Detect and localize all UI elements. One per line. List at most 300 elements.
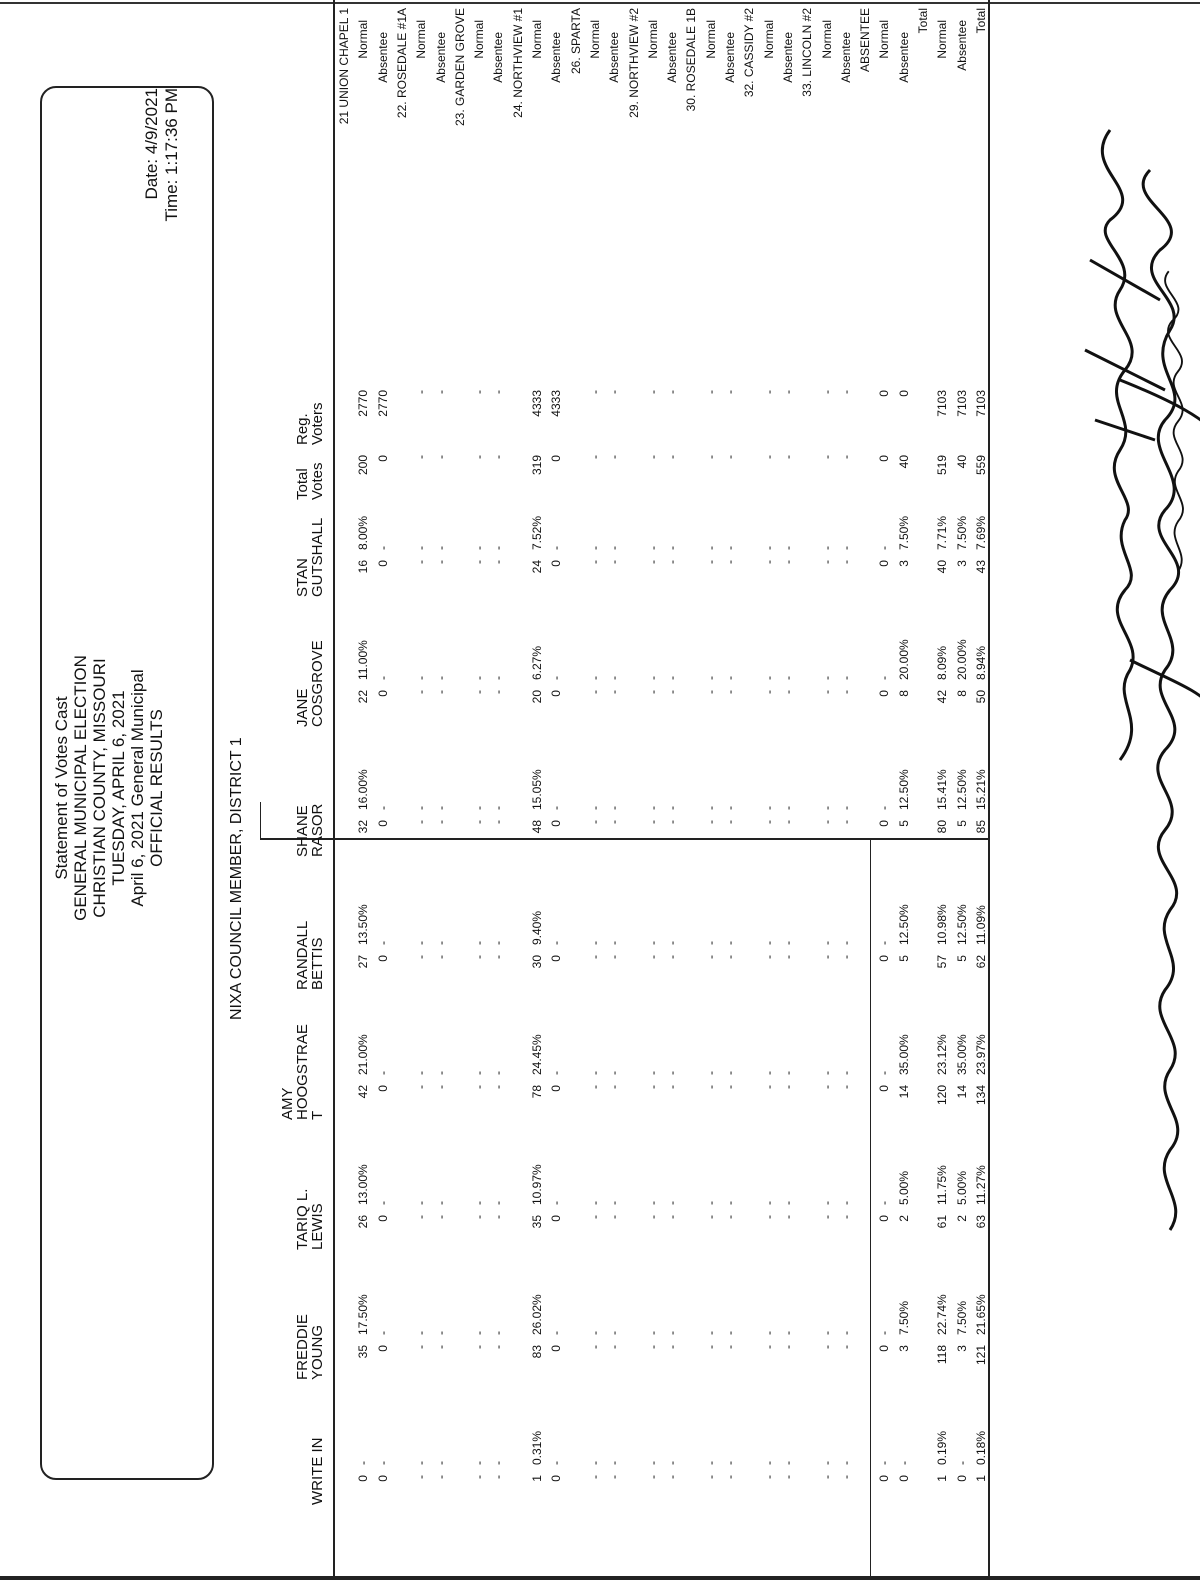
vote-count-cell: - <box>723 955 737 959</box>
vote-percent-cell: - <box>433 1201 448 1205</box>
vote-percent-cell: - <box>645 941 660 945</box>
table-row <box>878 0 891 1580</box>
vote-count-cell: 83 <box>530 1345 544 1359</box>
precinct-label: Absentee <box>433 32 448 83</box>
precinct-label: 30. ROSEDALE 1B <box>684 8 699 112</box>
precinct-label: Normal <box>414 20 429 59</box>
vote-count-cell: - <box>780 955 795 959</box>
vote-percent-cell: - <box>645 806 660 810</box>
precinct-label: 24. NORTHVIEW #1 <box>510 8 525 118</box>
vote-count-cell: - <box>838 820 853 824</box>
vote-count-cell: - <box>665 820 680 824</box>
vote-count-cell: - <box>761 955 776 959</box>
precinct-label: 29. NORTHVIEW #2 <box>626 8 641 118</box>
reg-voters-cell: - <box>607 390 622 394</box>
vote-count-cell: - <box>819 560 834 564</box>
vote-percent-cell: 21.00% <box>356 1034 371 1075</box>
vote-count-cell: - <box>703 1085 718 1089</box>
vote-percent-cell: 5.00% <box>954 1170 969 1205</box>
vote-count-cell: 0 <box>549 1085 564 1092</box>
vote-count-cell: - <box>819 955 834 959</box>
vote-count-cell: 40 <box>935 560 950 574</box>
vote-percent-cell: - <box>703 1331 718 1335</box>
vote-percent-cell: - <box>665 806 680 810</box>
vote-percent-cell: - <box>491 1071 506 1075</box>
candidate-header-hoogstraet: AMY HOOGSTRAE T <box>279 1024 326 1120</box>
vote-percent-cell: - <box>375 1461 390 1465</box>
reg-voters-cell: 2770 <box>356 390 371 417</box>
vote-percent-cell: - <box>723 941 737 945</box>
vote-percent-cell: - <box>645 1331 660 1335</box>
table-row <box>608 0 621 1580</box>
vote-count-cell: - <box>838 690 853 694</box>
vote-percent-cell: - <box>375 546 390 550</box>
title-line: Statement of Votes Cast <box>52 696 71 880</box>
vote-count-cell: 0 <box>549 1475 564 1482</box>
vote-percent-cell: 0.19% <box>935 1430 950 1465</box>
vote-percent-cell: - <box>665 676 680 680</box>
reg-voters-cell: 0 <box>877 390 892 397</box>
vote-count-cell: - <box>819 1475 834 1479</box>
vote-percent-cell: - <box>414 676 429 680</box>
total-votes-cell: - <box>665 455 680 459</box>
vote-percent-cell: - <box>838 1331 853 1335</box>
vote-percent-cell: 0.31% <box>530 1430 544 1465</box>
vote-percent-cell: - <box>491 941 506 945</box>
vote-count-cell: 0 <box>375 1085 390 1092</box>
vote-percent-cell: 11.75% <box>935 1165 950 1205</box>
total-votes-cell: - <box>433 455 448 459</box>
vote-count-cell: - <box>761 690 776 694</box>
vote-count-cell: - <box>645 560 660 564</box>
vote-count-cell: 3 <box>954 1345 969 1352</box>
vote-percent-cell: - <box>375 941 390 945</box>
vote-count-cell: 0 <box>549 1215 564 1222</box>
vote-count-cell: - <box>703 955 718 959</box>
vote-count-cell: - <box>665 690 680 694</box>
vote-count-cell: 48 <box>530 820 544 834</box>
table-row <box>859 0 872 1580</box>
report-title-block <box>52 568 166 1008</box>
vote-percent-cell: - <box>433 1331 448 1335</box>
vote-percent-cell: 0.18% <box>973 1430 988 1465</box>
vote-count-cell: - <box>491 560 506 564</box>
vote-percent-cell: - <box>549 941 564 945</box>
vote-percent-cell: 8.00% <box>356 515 371 550</box>
vote-count-cell: - <box>491 690 506 694</box>
vote-percent-cell: - <box>549 546 564 550</box>
vote-percent-cell: - <box>414 1461 429 1465</box>
table-row <box>685 0 698 1580</box>
vote-count-cell: - <box>472 560 487 564</box>
table-row <box>724 0 737 1580</box>
vote-percent-cell: - <box>723 1461 737 1465</box>
vote-percent-cell: - <box>780 1201 795 1205</box>
vote-percent-cell: 8.09% <box>935 645 950 680</box>
vote-count-cell: - <box>472 1215 487 1219</box>
vote-percent-cell: - <box>491 1461 506 1465</box>
vote-percent-cell: 15.41% <box>935 769 950 810</box>
total-votes-cell: - <box>645 455 660 459</box>
vote-count-cell: - <box>607 1345 622 1349</box>
vote-count-cell: 5 <box>896 955 911 962</box>
vote-percent-cell: - <box>375 806 390 810</box>
table-row <box>492 0 505 1580</box>
precinct-label: Absentee <box>954 20 969 71</box>
vote-count-cell: - <box>433 955 448 959</box>
vote-count-cell: - <box>414 955 429 959</box>
vote-percent-cell: 23.97% <box>973 1034 988 1075</box>
vote-count-cell: 43 <box>973 560 988 574</box>
vote-count-cell: - <box>414 1085 429 1089</box>
vote-count-cell: - <box>587 1345 602 1349</box>
vote-count-cell: - <box>703 1215 718 1219</box>
table-row <box>550 0 563 1580</box>
reg-voters-cell: - <box>491 390 506 394</box>
vote-count-cell: - <box>433 1085 448 1089</box>
vote-count-cell: - <box>491 1085 506 1089</box>
total-votes-cell: - <box>414 455 429 459</box>
vote-percent-cell: 22.74% <box>935 1294 950 1335</box>
vote-count-cell: 5 <box>954 820 969 827</box>
vote-percent-cell: - <box>414 941 429 945</box>
precinct-label: Normal <box>935 20 950 59</box>
vote-percent-cell: - <box>472 1331 487 1335</box>
vote-percent-cell: 21.65% <box>973 1294 988 1335</box>
reg-voters-cell: 0 <box>896 390 911 397</box>
vote-count-cell: 63 <box>973 1215 988 1229</box>
vote-count-cell: - <box>780 1475 795 1479</box>
vote-count-cell: - <box>723 1345 737 1349</box>
vote-count-cell: - <box>665 1475 680 1479</box>
vote-count-cell: - <box>838 955 853 959</box>
vote-count-cell: 0 <box>549 690 564 697</box>
reg-voters-cell: 7103 <box>954 390 969 417</box>
vote-percent-cell: 8.94% <box>973 645 988 680</box>
precinct-label: Normal <box>472 20 487 59</box>
vote-count-cell: 0 <box>375 560 390 567</box>
precinct-label: 21 UNION CHAPEL 1 <box>337 8 351 125</box>
table-row <box>705 0 718 1580</box>
reg-voters-cell: - <box>703 390 718 394</box>
vote-count-cell: - <box>491 1475 506 1479</box>
report-timestamp <box>142 88 182 288</box>
vote-count-cell: - <box>665 560 680 564</box>
vote-percent-cell: - <box>819 1331 834 1335</box>
vote-percent-cell: - <box>877 941 892 945</box>
vote-percent-cell: - <box>587 1461 602 1465</box>
vote-count-cell: - <box>433 1215 448 1219</box>
vote-count-cell: - <box>414 1475 429 1479</box>
vote-percent-cell: - <box>375 676 390 680</box>
vote-count-cell: 42 <box>356 1085 371 1099</box>
vote-percent-cell: - <box>703 1071 718 1075</box>
vote-count-cell: - <box>491 955 506 959</box>
vote-percent-cell: 6.27% <box>530 645 544 680</box>
table-row <box>435 0 448 1580</box>
vote-percent-cell: - <box>819 806 834 810</box>
table-row <box>512 0 525 1580</box>
precinct-label: Normal <box>645 20 660 59</box>
vote-count-cell: 1 <box>530 1475 544 1482</box>
vote-percent-cell: - <box>472 546 487 550</box>
vote-count-cell: - <box>472 1345 487 1349</box>
precinct-label: 33. LINCOLN #2 <box>800 8 815 97</box>
vote-count-cell: 0 <box>549 560 564 567</box>
vote-count-cell: - <box>838 1215 853 1219</box>
vote-count-cell: - <box>414 1215 429 1219</box>
table-top-rule <box>333 0 335 1580</box>
table-row <box>743 0 756 1580</box>
vote-percent-cell: 7.69% <box>973 515 988 550</box>
vote-count-cell: - <box>723 820 737 824</box>
reg-voters-cell: - <box>665 390 680 394</box>
vote-count-cell: 3 <box>896 1345 911 1352</box>
vote-percent-cell: 7.50% <box>954 515 969 550</box>
report-date: Date: 4/9/2021 <box>142 88 161 200</box>
vote-percent-cell: - <box>375 1331 390 1335</box>
vote-percent-cell: - <box>587 1331 602 1335</box>
vote-percent-cell: - <box>761 546 776 550</box>
vote-count-cell: 0 <box>549 1345 564 1352</box>
vote-percent-cell: 13.50% <box>356 904 371 945</box>
vote-percent-cell: - <box>819 1461 834 1465</box>
vote-percent-cell: - <box>645 676 660 680</box>
vote-percent-cell: - <box>375 1201 390 1205</box>
vote-percent-cell: - <box>645 1201 660 1205</box>
vote-percent-cell: - <box>761 1461 776 1465</box>
vote-percent-cell: - <box>587 806 602 810</box>
vote-percent-cell: - <box>838 1201 853 1205</box>
vote-count-cell: 8 <box>954 690 969 697</box>
vote-percent-cell: - <box>472 676 487 680</box>
vote-percent-cell: - <box>703 676 718 680</box>
reg-voters-cell: 2770 <box>375 390 390 417</box>
vote-percent-cell: - <box>703 806 718 810</box>
precinct-label: Absentee <box>607 32 622 83</box>
vote-percent-cell: - <box>780 941 795 945</box>
vote-percent-cell: - <box>587 1201 602 1205</box>
vote-count-cell: - <box>433 560 448 564</box>
race-title: NIXA COUNCIL MEMBER, DISTRICT 1 <box>228 737 245 1020</box>
reg-voters-cell: - <box>472 390 487 394</box>
vote-percent-cell: - <box>549 1071 564 1075</box>
reg-voters-header: Reg. Voters <box>294 402 326 445</box>
vote-count-cell: - <box>761 1085 776 1089</box>
vote-count-cell: - <box>491 820 506 824</box>
total-votes-cell: - <box>761 455 776 459</box>
reg-voters-cell: 7103 <box>973 390 988 417</box>
precinct-label: Normal <box>530 20 544 59</box>
vote-count-cell: 42 <box>935 690 950 704</box>
vote-count-cell: - <box>761 820 776 824</box>
total-votes-cell: 559 <box>973 455 988 476</box>
vote-count-cell: - <box>819 1345 834 1349</box>
vote-percent-cell: - <box>472 806 487 810</box>
vote-count-cell: - <box>780 820 795 824</box>
vote-percent-cell: - <box>414 1331 429 1335</box>
vote-percent-cell: - <box>433 1461 448 1465</box>
vote-percent-cell: - <box>549 1461 564 1465</box>
table-row <box>531 0 544 1580</box>
vote-count-cell: - <box>587 690 602 694</box>
reg-voters-cell: 7103 <box>935 390 950 417</box>
total-votes-cell: - <box>472 455 487 459</box>
vote-percent-cell: 10.98% <box>935 904 950 945</box>
vote-percent-cell: 12.50% <box>896 769 911 810</box>
total-votes-cell: - <box>838 455 853 459</box>
vote-count-cell: - <box>645 1085 660 1089</box>
vote-percent-cell: - <box>838 546 853 550</box>
vote-percent-cell: - <box>587 1071 602 1075</box>
vote-percent-cell: - <box>491 1201 506 1205</box>
precinct-label: Absentee <box>491 32 506 83</box>
vote-count-cell: 0 <box>896 1475 911 1482</box>
vote-count-cell: 134 <box>973 1085 988 1106</box>
vote-percent-cell: 7.50% <box>896 515 911 550</box>
table-row <box>975 0 988 1580</box>
vote-count-cell: - <box>761 560 776 564</box>
vote-percent-cell: - <box>761 676 776 680</box>
vote-count-cell: - <box>838 1345 853 1349</box>
vote-count-cell: - <box>587 955 602 959</box>
precinct-label: Absentee <box>665 32 680 83</box>
vote-count-cell: - <box>838 560 853 564</box>
precinct-label: Absentee <box>375 32 390 83</box>
vote-percent-cell: - <box>607 1331 622 1335</box>
vote-count-cell: 80 <box>935 820 950 834</box>
vote-percent-cell: - <box>877 1331 892 1335</box>
vote-percent-cell: 26.02% <box>530 1294 544 1335</box>
vote-percent-cell: - <box>607 1201 622 1205</box>
vote-percent-cell: - <box>549 1331 564 1335</box>
vote-count-cell: - <box>645 1215 660 1219</box>
precinct-label: Absentee <box>723 32 737 83</box>
vote-percent-cell: 7.71% <box>935 515 950 550</box>
vote-count-cell: - <box>703 1475 718 1479</box>
reg-voters-cell: - <box>761 390 776 394</box>
vote-count-cell: - <box>819 820 834 824</box>
vote-percent-cell: - <box>607 1461 622 1465</box>
vote-count-cell: - <box>472 690 487 694</box>
vote-count-cell: 1 <box>973 1475 988 1482</box>
vote-percent-cell: - <box>780 1331 795 1335</box>
vote-count-cell: 32 <box>356 820 371 834</box>
vote-percent-cell: - <box>414 806 429 810</box>
vote-percent-cell: 24.45% <box>530 1034 544 1075</box>
vote-count-cell: - <box>433 1345 448 1349</box>
vote-percent-cell: - <box>877 806 892 810</box>
vote-percent-cell: - <box>665 1461 680 1465</box>
table-row <box>898 0 911 1580</box>
vote-count-cell: - <box>433 1475 448 1479</box>
vote-percent-cell: - <box>433 1071 448 1075</box>
precinct-label: Total <box>916 8 930 34</box>
report-header-box <box>40 86 214 1480</box>
vote-percent-cell: - <box>472 1201 487 1205</box>
vote-percent-cell: - <box>491 546 506 550</box>
report-time: Time: 1:17:36 PM <box>162 88 181 222</box>
vote-percent-cell: - <box>954 1461 969 1465</box>
precinct-label: Normal <box>703 20 718 59</box>
vote-count-cell: 30 <box>530 955 544 969</box>
total-votes-cell: - <box>780 455 795 459</box>
vote-count-cell: - <box>723 1215 737 1219</box>
vote-percent-cell: - <box>838 941 853 945</box>
vote-count-cell: - <box>645 690 660 694</box>
vote-percent-cell: 15.05% <box>530 769 544 810</box>
reg-voters-cell: - <box>414 390 429 394</box>
table-row <box>666 0 679 1580</box>
title-line: OFFICIAL RESULTS <box>147 709 166 867</box>
vote-count-cell: - <box>491 1345 506 1349</box>
vote-count-cell: 120 <box>935 1085 950 1106</box>
header-top-rule <box>260 802 261 840</box>
table-row <box>763 0 776 1580</box>
vote-percent-cell: 16.00% <box>356 769 371 810</box>
reg-voters-cell: - <box>723 390 737 394</box>
vote-percent-cell: - <box>645 546 660 550</box>
precinct-label: ABSENTEE <box>858 8 873 73</box>
vote-percent-cell: 13.00% <box>356 1164 371 1205</box>
vote-count-cell: 14 <box>896 1085 911 1099</box>
vote-count-cell: 0 <box>877 1475 892 1482</box>
vote-percent-cell: - <box>665 1071 680 1075</box>
vote-count-cell: - <box>607 1475 622 1479</box>
vote-count-cell: - <box>665 1215 680 1219</box>
title-line: CHRISTIAN COUNTY, MISSOURI <box>90 658 109 918</box>
vote-count-cell: - <box>780 1215 795 1219</box>
vote-count-cell: 0 <box>375 820 390 827</box>
table-row <box>454 0 467 1580</box>
vote-percent-cell: - <box>761 1201 776 1205</box>
vote-count-cell: - <box>838 1475 853 1479</box>
vote-percent-cell: - <box>665 1331 680 1335</box>
total-votes-cell: - <box>587 455 602 459</box>
vote-percent-cell: - <box>587 941 602 945</box>
vote-count-cell: - <box>703 820 718 824</box>
vote-count-cell: - <box>703 690 718 694</box>
precinct-label: Absentee <box>838 32 853 83</box>
vote-count-cell: - <box>819 1085 834 1089</box>
vote-count-cell: 0 <box>877 690 892 697</box>
vote-percent-cell: - <box>665 941 680 945</box>
vote-percent-cell: 7.50% <box>896 1300 911 1335</box>
vote-count-cell: - <box>723 1475 737 1479</box>
vote-percent-cell: 11.27% <box>973 1165 988 1205</box>
vote-percent-cell: - <box>414 1201 429 1205</box>
vote-percent-cell: - <box>665 546 680 550</box>
precinct-label: Normal <box>761 20 776 59</box>
vote-count-cell: - <box>761 1475 776 1479</box>
vote-count-cell: - <box>414 1345 429 1349</box>
vote-count-cell: 0 <box>954 1475 969 1482</box>
total-votes-cell: 319 <box>530 455 544 476</box>
vote-percent-cell: - <box>761 806 776 810</box>
vote-count-cell: - <box>780 560 795 564</box>
vote-percent-cell: - <box>896 1461 911 1465</box>
precinct-label: 32. CASSIDY #2 <box>742 8 757 98</box>
candidate-header-bettis: RANDALL BETTIS <box>294 920 326 990</box>
vote-percent-cell: - <box>607 941 622 945</box>
vote-count-cell: - <box>472 955 487 959</box>
vote-count-cell: - <box>607 1215 622 1219</box>
vote-percent-cell: - <box>761 941 776 945</box>
vote-percent-cell: - <box>587 676 602 680</box>
precinct-label: Total <box>973 8 988 34</box>
vote-count-cell: - <box>819 690 834 694</box>
vote-count-cell: 62 <box>973 955 988 969</box>
